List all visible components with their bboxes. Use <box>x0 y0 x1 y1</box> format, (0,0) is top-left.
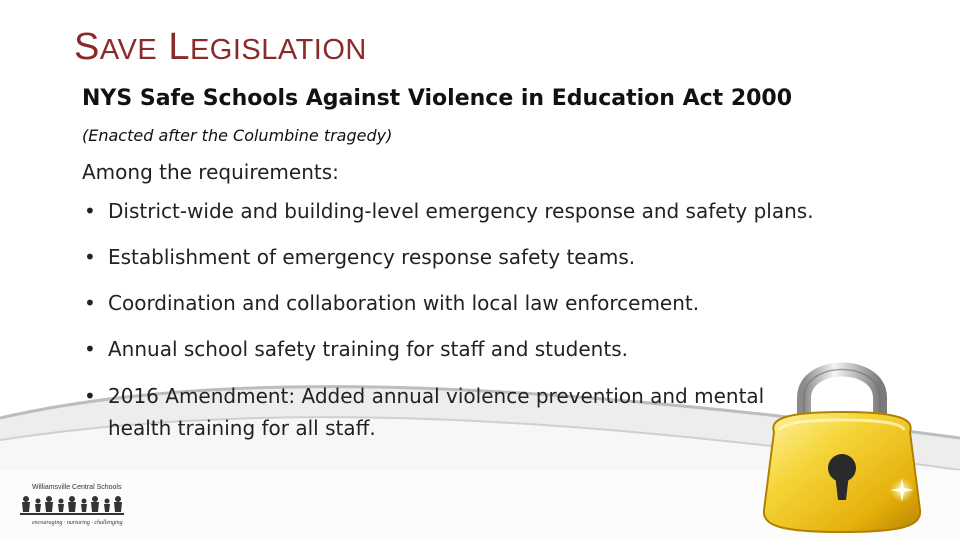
list-item: • Coordination and collaboration with local law enforcement. <box>82 288 922 318</box>
requirements-intro: Among the requirements: <box>82 160 339 184</box>
title-letter-l: L <box>168 26 190 68</box>
list-item: • Establishment of emergency response safety teams. <box>82 242 922 272</box>
list-item: • District-wide and building-level emergency response and safety plans. <box>82 196 922 226</box>
act-heading: NYS Safe Schools Against Violence in Education Act 2000 <box>82 86 793 111</box>
logo-tagline: encouraging · nurturing · challenging <box>32 520 123 526</box>
children-figures-icon <box>18 492 128 520</box>
list-item: • Annual school safety training for staff and students. <box>82 334 922 364</box>
title-word-save: AVE <box>99 34 158 66</box>
act-note: (Enacted after the Columbine tragedy) <box>82 126 393 145</box>
slide-title <box>74 26 367 69</box>
list-item: • 2016 Amendment: Added annual violence prevention and mental health training for all staff. <box>82 380 768 444</box>
district-logo <box>18 482 128 534</box>
title-word-legislation: EGISLATION <box>189 34 367 66</box>
padlock-icon <box>752 350 942 535</box>
logo-name: Williamsville Central Schools <box>32 484 122 491</box>
title-letter-s: S <box>74 26 100 68</box>
